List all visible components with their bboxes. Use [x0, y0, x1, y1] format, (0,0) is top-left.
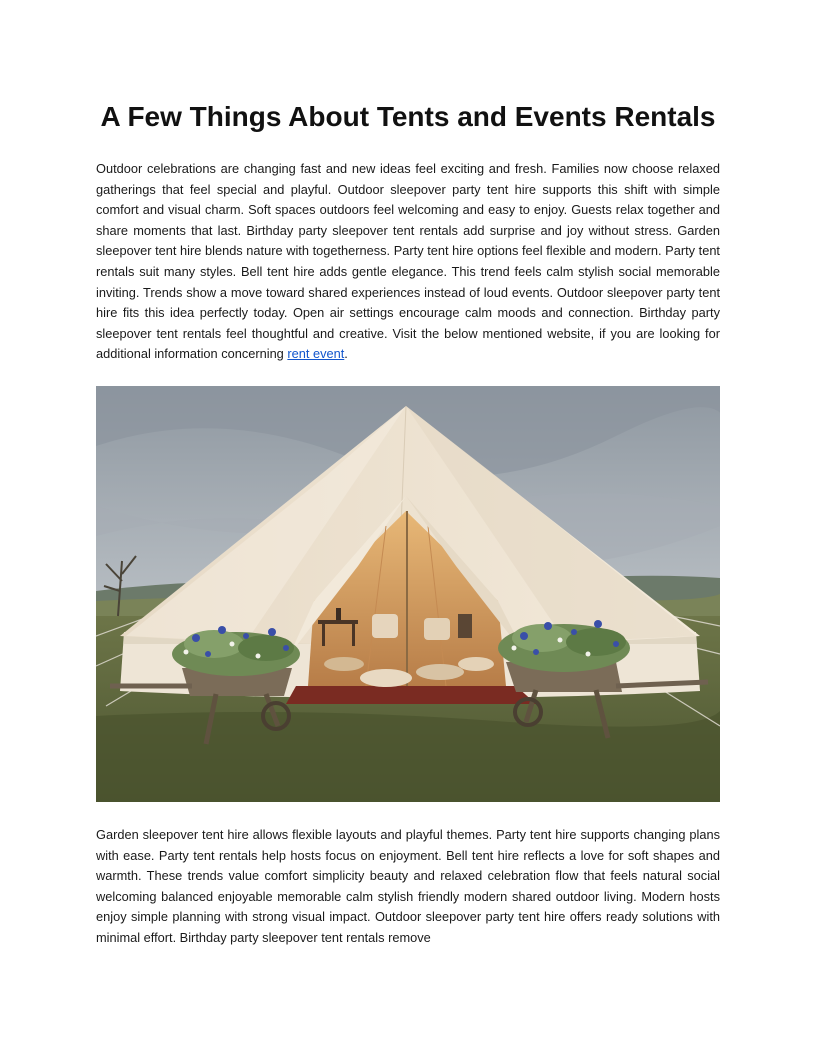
intro-paragraph-text: Outdoor celebrations are changing fast and new ideas feel exciting and fresh. Families now choose relaxed gatherings that feel special and playful. Outdoor sleepover party tent hire supports this shift with simple comfort and visual charm. Soft spaces outdoors feel welcoming and easy to enjoy. Guests relax together and share moments that last. Birthday party sleepover tent rentals add surprise and joy without stress. Garden sleepover tent hire blends nature with togetherness. Party tent hire options feel flexible and modern. Party tent rentals suit many styles. Bell tent hire adds gentle elegance. This trend feels calm stylish social memorable inviting. Trends show a move toward shared experiences instead of loud events. Outdoor sleepover party tent hire fits this idea perfectly today. Open air settings encourage calm moods and connection. Birthday party sleepover tent rentals feel thoughtful and creative. Visit the below mentioned website, if you are looking for additional information concerning — [96, 161, 720, 362]
bell-tent-photo — [96, 386, 720, 802]
intro-paragraph — [96, 159, 720, 365]
document-title: A Few Things About Tents and Events Rentals — [100, 101, 716, 132]
intro-paragraph-end: . — [344, 346, 348, 362]
rent-event-link[interactable]: rent event — [287, 346, 345, 362]
second-paragraph: Garden sleepover tent hire allows flexible layouts and playful themes. Party tent hire supports changing plans with ease. Party tent rentals help hosts focus on enjoyment. Bell tent hire reflects a love for soft shapes and warmth. These trends value comfort simplicity beauty and relaxed celebration flow that feels natural social welcoming balanced enjoyable memorable calm stylish friendly modern shared outdoor living. Modern hosts enjoy simple planning with strong visual impact. Outdoor sleepover party tent hire offers ready solutions with minimal effort. Birthday party sleepover tent rentals remove — [96, 827, 720, 945]
